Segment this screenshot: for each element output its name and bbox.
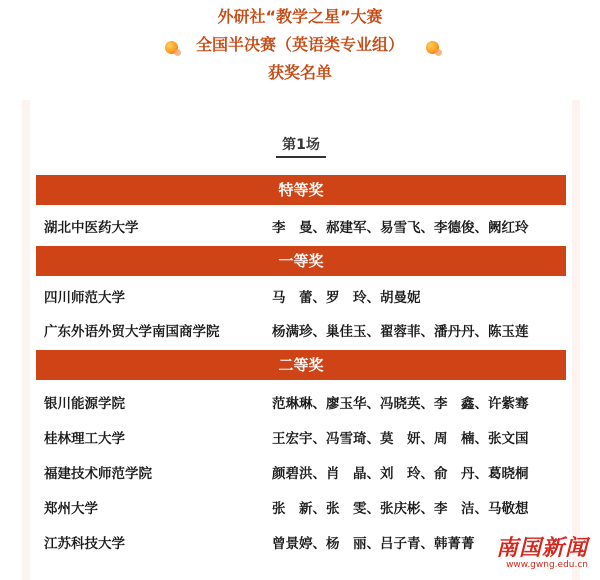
school-name: 湖北中医药大学 [44,220,139,236]
school-name: 银川能源学院 [44,396,125,412]
school-name: 桂林理工大学 [44,431,125,447]
watermark-url: www.gwng.edu.cn [506,560,588,570]
winner-names: 张 新、张 雯、张庆彬、李 洁、马敬想 [272,501,529,517]
winner-names: 李 曼、郝建军、易雪飞、李德俊、阙红玲 [272,220,529,236]
table-row [36,388,566,416]
winner-names: 马 蕾、罗 玲、胡曼妮 [272,290,421,306]
right-ornament-icon [426,41,439,54]
watermark-logo: 南国新闻 [495,535,588,561]
school-name: 四川师范大学 [44,290,125,306]
winner-names: 颜碧洪、肖 晶、刘 玲、俞 丹、葛晓桐 [272,466,529,482]
table-row [36,528,566,556]
prize-band-special: 特等奖 [36,175,566,205]
watermark [496,531,588,570]
session-underline [276,156,326,158]
school-name: 江苏科技大学 [44,536,125,552]
school-name: 郑州大学 [44,501,98,517]
prize-band-second: 二等奖 [36,350,566,380]
table-row [36,212,566,240]
school-name: 福建技术师范学院 [44,466,152,482]
winner-names: 杨满珍、巢佳玉、翟蓉菲、潘丹丹、陈玉莲 [272,324,529,340]
winner-names: 范琳琳、廖玉华、冯晓英、李 鑫、许紫骞 [272,396,529,412]
header [0,0,600,100]
winner-names: 曾景婷、杨 丽、吕子青、韩菁菁 [272,536,475,552]
school-name: 广东外语外贸大学南国商学院 [44,324,220,340]
title-line-2: 全国半决赛（英语类专业组） [195,35,404,54]
results-panel [30,100,572,580]
title-line-3: 获奖名单 [267,63,332,82]
session-title: 第1场 [282,137,320,153]
left-ornament-icon [165,41,178,54]
table-row [36,493,566,521]
table-row [36,423,566,451]
winner-names: 王宏宇、冯雪琦、莫 妍、周 楠、张文国 [272,431,529,447]
results-card [22,100,580,580]
prize-band-first: 一等奖 [36,246,566,276]
table-row [36,316,566,344]
table-row [36,458,566,486]
table-row [36,282,566,310]
title-line-1: 外研社“教学之星”大赛 [217,7,383,26]
